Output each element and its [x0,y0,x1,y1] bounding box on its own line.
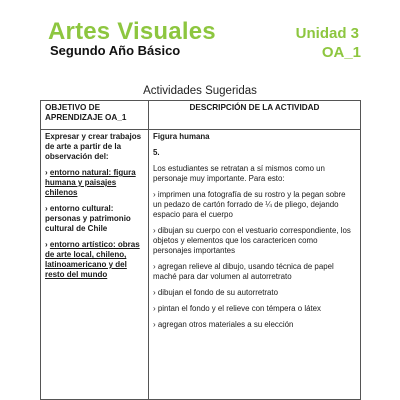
objective-item-label: entorno artístico: obras de arte local, chileno, latinoamericano y del resto del mundo [45,240,140,279]
subject-title: Artes Visuales [48,18,216,45]
objective-column-header: OBJETIVO DE APRENDIZAJE OA_1 [41,101,149,130]
objective-item-label: entorno cultural: personas y patrimonio cultural de Chile [45,204,131,233]
description-column-header: DESCRIPCIÓN DE LA ACTIVIDAD [149,101,361,130]
grade-subtitle: Segundo Año Básico [50,43,181,58]
objective-cell [41,130,149,400]
objective-item [45,168,144,198]
activity-title: Figura humana [153,132,210,141]
activity-step: › pintan el fondo y el relieve con témpera o látex [153,304,321,313]
activity-step: › agregan otros materiales a su elección [153,320,294,329]
activity-step: › imprimen una fotografía de su rostro y la pegan sobre un pedazo de cartón forrado de ¼ de pliego, dejando espacio para el cuerpo [153,190,346,219]
page-header [0,0,400,80]
activity-number: 5. [153,148,160,157]
objective-item [45,204,144,234]
section-title: Actividades Sugeridas [143,85,257,97]
description-cell [149,130,361,400]
objective-item [45,240,144,280]
bullet-marker: › [45,204,50,213]
bullet-marker: › [45,168,50,177]
objective-item-label: entorno natural: figura humana y paisajes chilenos [45,168,136,197]
activity-step: › dibujan el fondo de su autorretrato [153,288,279,297]
table-header-row [41,101,361,130]
activities-table [40,100,361,400]
bullet-marker: › [45,240,50,249]
objective-intro: Expresar y crear trabajos de arte a partir de la observación del: [45,132,142,161]
activity-step: › agregan relieve al dibujo, usando técnica de papel maché para dar volumen al autorretrato [153,262,334,281]
activity-step: › dibujan su cuerpo con el vestuario correspondiente, los objetos y elementos que los caractericen como personajes importantes [153,226,351,255]
objective-code: OA_1 [321,44,361,61]
unit-label: Unidad 3 [295,25,359,42]
table-row [41,130,361,400]
activity-intro: Los estudiantes se retratan a sí mismos como un personaje muy importante. Para esto: [153,164,325,183]
